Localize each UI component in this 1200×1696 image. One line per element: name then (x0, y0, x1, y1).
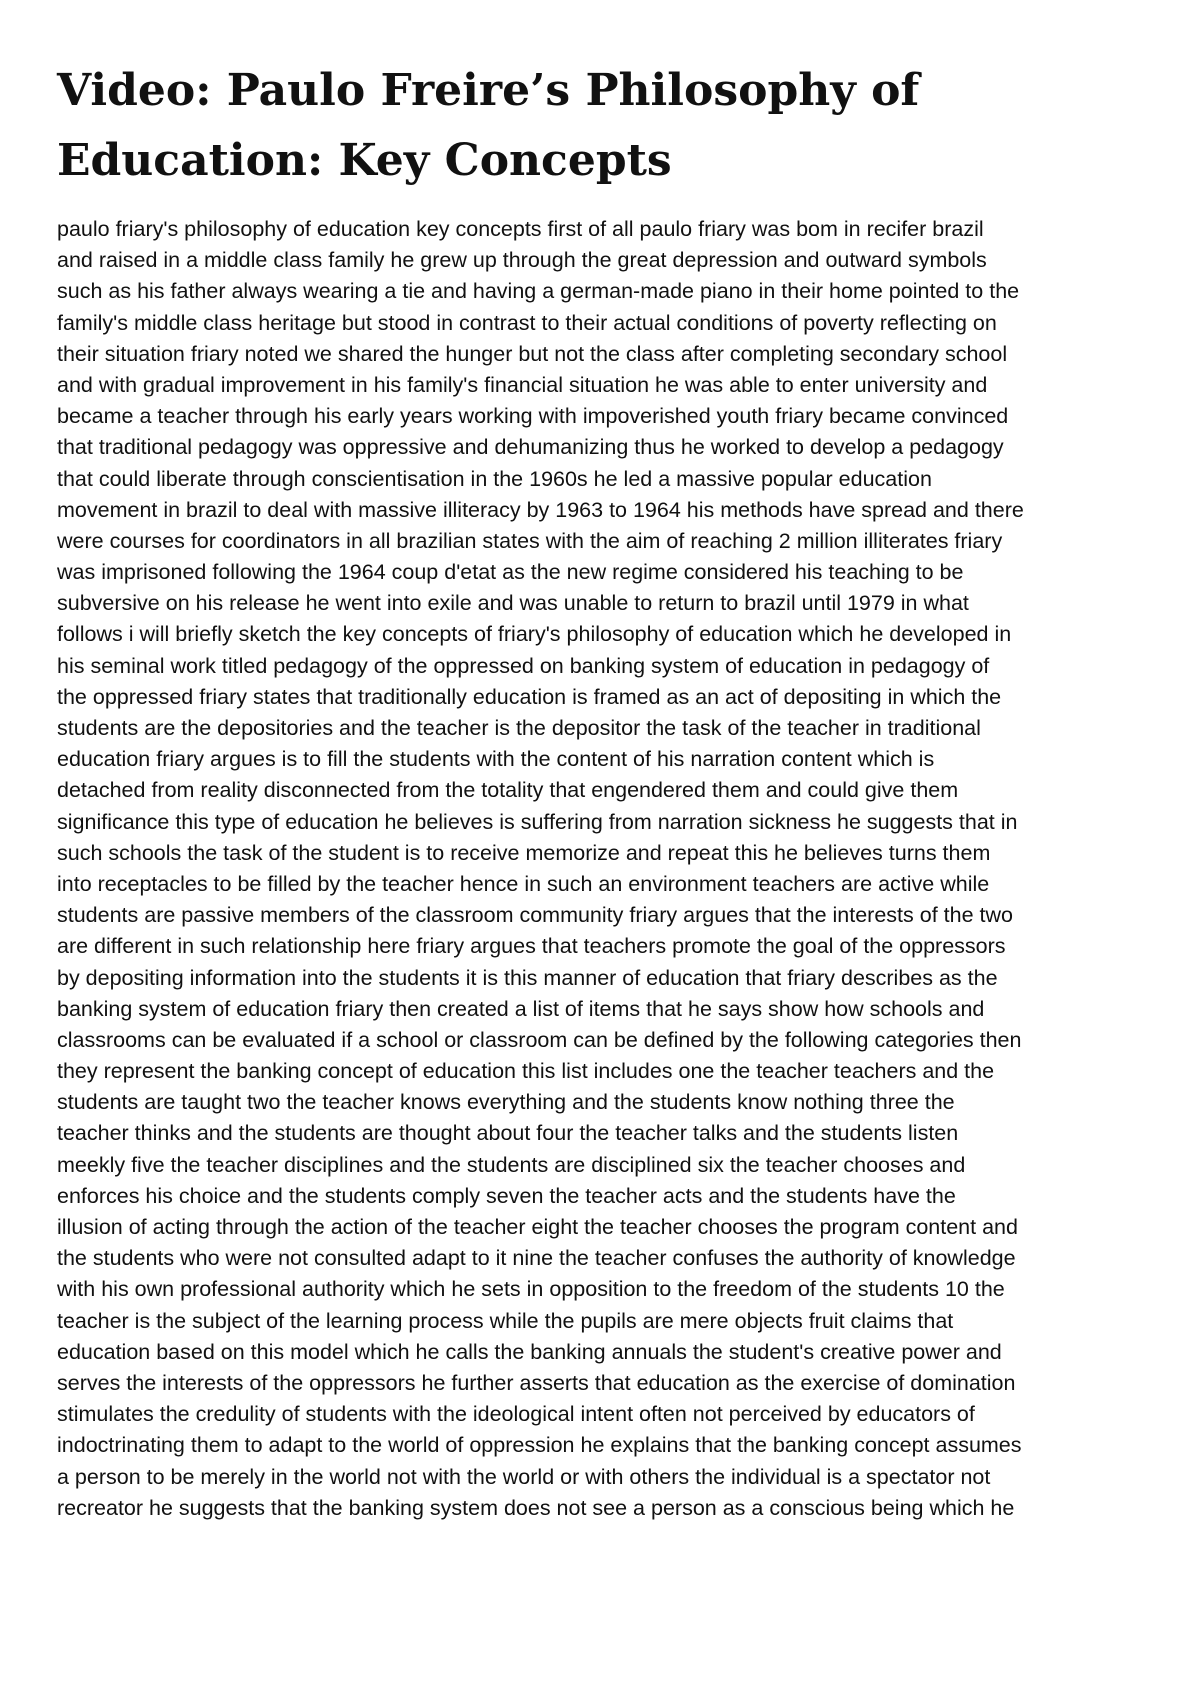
document-title-line: Video: Paulo Freire’s Philosophy of (57, 65, 920, 116)
body-text-line: that could liberate through conscientisation in the 1960s he led a massive popular education (57, 466, 932, 491)
body-text-line: by depositing information into the students it is this manner of education that friary describes as the (57, 965, 998, 990)
body-text-line: students are taught two the teacher knows everything and the students know nothing three the (57, 1090, 955, 1115)
body-text-line: became a teacher through his early years working with impoverished youth friary became convinced (57, 404, 1009, 429)
body-text-line: the students who were not consulted adapt to it nine the teacher confuses the authority of knowledge (57, 1246, 1016, 1271)
body-text-line: classrooms can be evaluated if a school or classroom can be defined by the following categories then (57, 1027, 1022, 1052)
body-text-line: significance this type of education he believes is suffering from narration sickness he suggests that in (57, 809, 1018, 834)
body-text-line: movement in brazil to deal with massive illiteracy by 1963 to 1964 his methods have spread and there (57, 497, 1024, 522)
body-text-line: they represent the banking concept of education this list includes one the teacher teachers and the (57, 1059, 995, 1084)
body-text-line: recreator he suggests that the banking system does not see a person as a conscious being which he (57, 1495, 1015, 1520)
body-text-line: indoctrinating them to adapt to the world of oppression he explains that the banking concept assumes (57, 1433, 1022, 1458)
body-text-line: into receptacles to be filled by the teacher hence in such an environment teachers are active while (57, 871, 990, 896)
body-text-line: a person to be merely in the world not with the world or with others the individual is a spectator not (57, 1464, 991, 1489)
body-text-line: are different in such relationship here friary argues that teachers promote the goal of the oppressors (57, 934, 1006, 959)
body-text-line: that traditional pedagogy was oppressive and dehumanizing thus he worked to develop a pedagogy (57, 435, 1004, 460)
body-text-line: banking system of education friary then created a list of items that he says show how schools and (57, 996, 985, 1021)
body-text-line: detached from reality disconnected from the totality that engendered them and could give them (57, 778, 959, 803)
body-text-line: follows i will briefly sketch the key concepts of friary's philosophy of education which he developed in (57, 622, 1012, 647)
body-text-line: students are the depositories and the teacher is the depositor the task of the teacher in traditional (57, 716, 981, 740)
body-text-line: and with gradual improvement in his family's financial situation he was able to enter university and (57, 372, 988, 397)
body-text-line: stimulates the credulity of students with the ideological intent often not perceived by educators of (57, 1402, 975, 1427)
body-text-line: education friary argues is to fill the students with the content of his narration content which is (57, 747, 935, 772)
body-text-line: the oppressed friary states that traditionally education is framed as an act of depositing in which the (57, 684, 1002, 709)
body-text-line: such schools the task of the student is to receive memorize and repeat this he believes turns them (57, 840, 991, 865)
body-text-line: enforces his choice and the students comply seven the teacher acts and the students have the (57, 1183, 956, 1208)
body-text-line: their situation friary noted we shared the hunger but not the class after completing secondary school (57, 341, 1008, 366)
document-body-text (57, 214, 1157, 1524)
body-text-line: teacher thinks and the students are thought about four the teacher talks and the students listen (57, 1121, 959, 1146)
body-text-line: were courses for coordinators in all brazilian states with the aim of reaching 2 million illiterates friary (57, 528, 1003, 553)
document-title (57, 56, 1157, 196)
body-text-line: was imprisoned following the 1964 coup d'etat as the new regime considered his teaching to be (57, 560, 964, 585)
body-text-line: and raised in a middle class family he grew up through the great depression and outward symbols (57, 248, 987, 273)
body-text-line: teacher is the subject of the learning process while the pupils are mere objects fruit claims that (57, 1308, 954, 1333)
body-text-line: with his own professional authority which he sets in opposition to the freedom of the students 10 the (57, 1277, 1005, 1302)
body-text-line: paulo friary's philosophy of education key concepts first of all paulo friary was bom in recifer brazil (57, 217, 984, 241)
body-text-line: illusion of acting through the action of the teacher eight the teacher chooses the program content and (57, 1215, 1018, 1239)
body-text-line: family's middle class heritage but stood in contrast to their actual conditions of poverty reflecting on (57, 310, 997, 335)
body-text-line: such as his father always wearing a tie and having a german-made piano in their home pointed to the (57, 279, 1020, 304)
body-text-line: education based on this model which he calls the banking annuals the student's creative power and (57, 1339, 1002, 1364)
body-text-line: his seminal work titled pedagogy of the oppressed on banking system of education in pedagogy of (57, 653, 990, 678)
body-text-line: students are passive members of the classroom community friary argues that the interests of the two (57, 903, 1013, 928)
body-text-line: serves the interests of the oppressors he further asserts that education as the exercise of domination (57, 1370, 1016, 1395)
body-text-line: subversive on his release he went into exile and was unable to return to brazil until 1979 in what (57, 591, 969, 616)
document-title-line: Education: Key Concepts (57, 135, 672, 186)
body-text-line: meekly five the teacher disciplines and the students are disciplined six the teacher chooses and (57, 1152, 966, 1177)
